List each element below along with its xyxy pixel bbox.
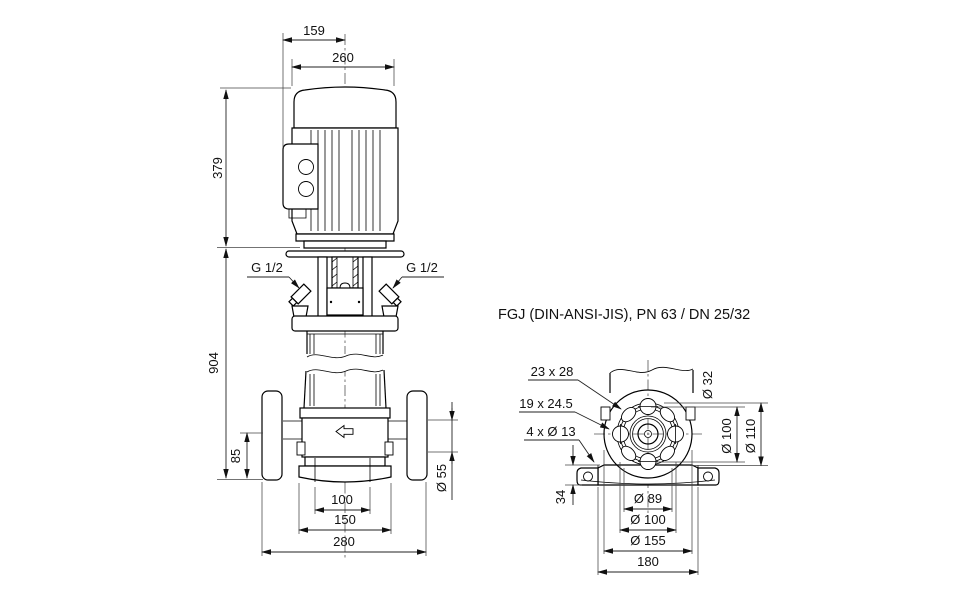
vent-label-left: G 1/2 bbox=[251, 260, 283, 275]
pump-base bbox=[299, 457, 391, 482]
label-base-length: 180 bbox=[637, 554, 659, 569]
chamber-stack bbox=[292, 316, 398, 418]
motor-stool bbox=[286, 251, 404, 317]
vent-plug-left bbox=[288, 284, 311, 317]
label-base-holes: 4 x Ø 13 bbox=[526, 424, 576, 439]
dim-904: 904 bbox=[206, 352, 221, 374]
label-raised-face: Ø 110 bbox=[743, 418, 758, 454]
label-slot-outer: 23 x 28 bbox=[530, 364, 574, 379]
pump-head-window bbox=[327, 288, 363, 315]
motor bbox=[283, 87, 398, 248]
dim-379: 379 bbox=[210, 157, 225, 179]
label-bolt-circle: Ø 100 bbox=[719, 418, 734, 454]
cable-entry-hole bbox=[299, 182, 314, 197]
label-dia-155: Ø 155 bbox=[630, 533, 666, 548]
base-bolt-hole bbox=[704, 472, 713, 481]
label-bore: Ø 32 bbox=[700, 370, 715, 400]
label-base-height: 34 bbox=[553, 489, 568, 505]
dim-280: 280 bbox=[333, 534, 355, 549]
flange-designation-note: FGJ (DIN-ANSI-JIS), PN 63 / DN 25/32 bbox=[498, 307, 751, 323]
suction-flange bbox=[262, 391, 282, 480]
terminal-box bbox=[283, 144, 318, 218]
base-bolt-hole bbox=[584, 472, 593, 481]
dim-85: 85 bbox=[228, 448, 243, 464]
cable-entry-hole bbox=[299, 160, 314, 175]
dim-260: 260 bbox=[332, 50, 354, 65]
discharge-flange bbox=[407, 391, 427, 480]
label-slot-inner: 19 x 24.5 bbox=[519, 396, 573, 411]
vent-label-right: G 1/2 bbox=[406, 260, 438, 275]
dim-port-diameter: Ø 55 bbox=[434, 463, 449, 493]
dim-100: 100 bbox=[331, 492, 353, 507]
vent-plug-right bbox=[379, 284, 402, 317]
break-line bbox=[610, 367, 693, 373]
label-dia-89: Ø 89 bbox=[633, 491, 663, 506]
flange-view bbox=[519, 360, 768, 575]
front-view bbox=[206, 23, 458, 560]
label-dia-100: Ø 100 bbox=[630, 512, 666, 527]
dim-150: 150 bbox=[334, 512, 356, 527]
dim-159: 159 bbox=[303, 23, 325, 38]
